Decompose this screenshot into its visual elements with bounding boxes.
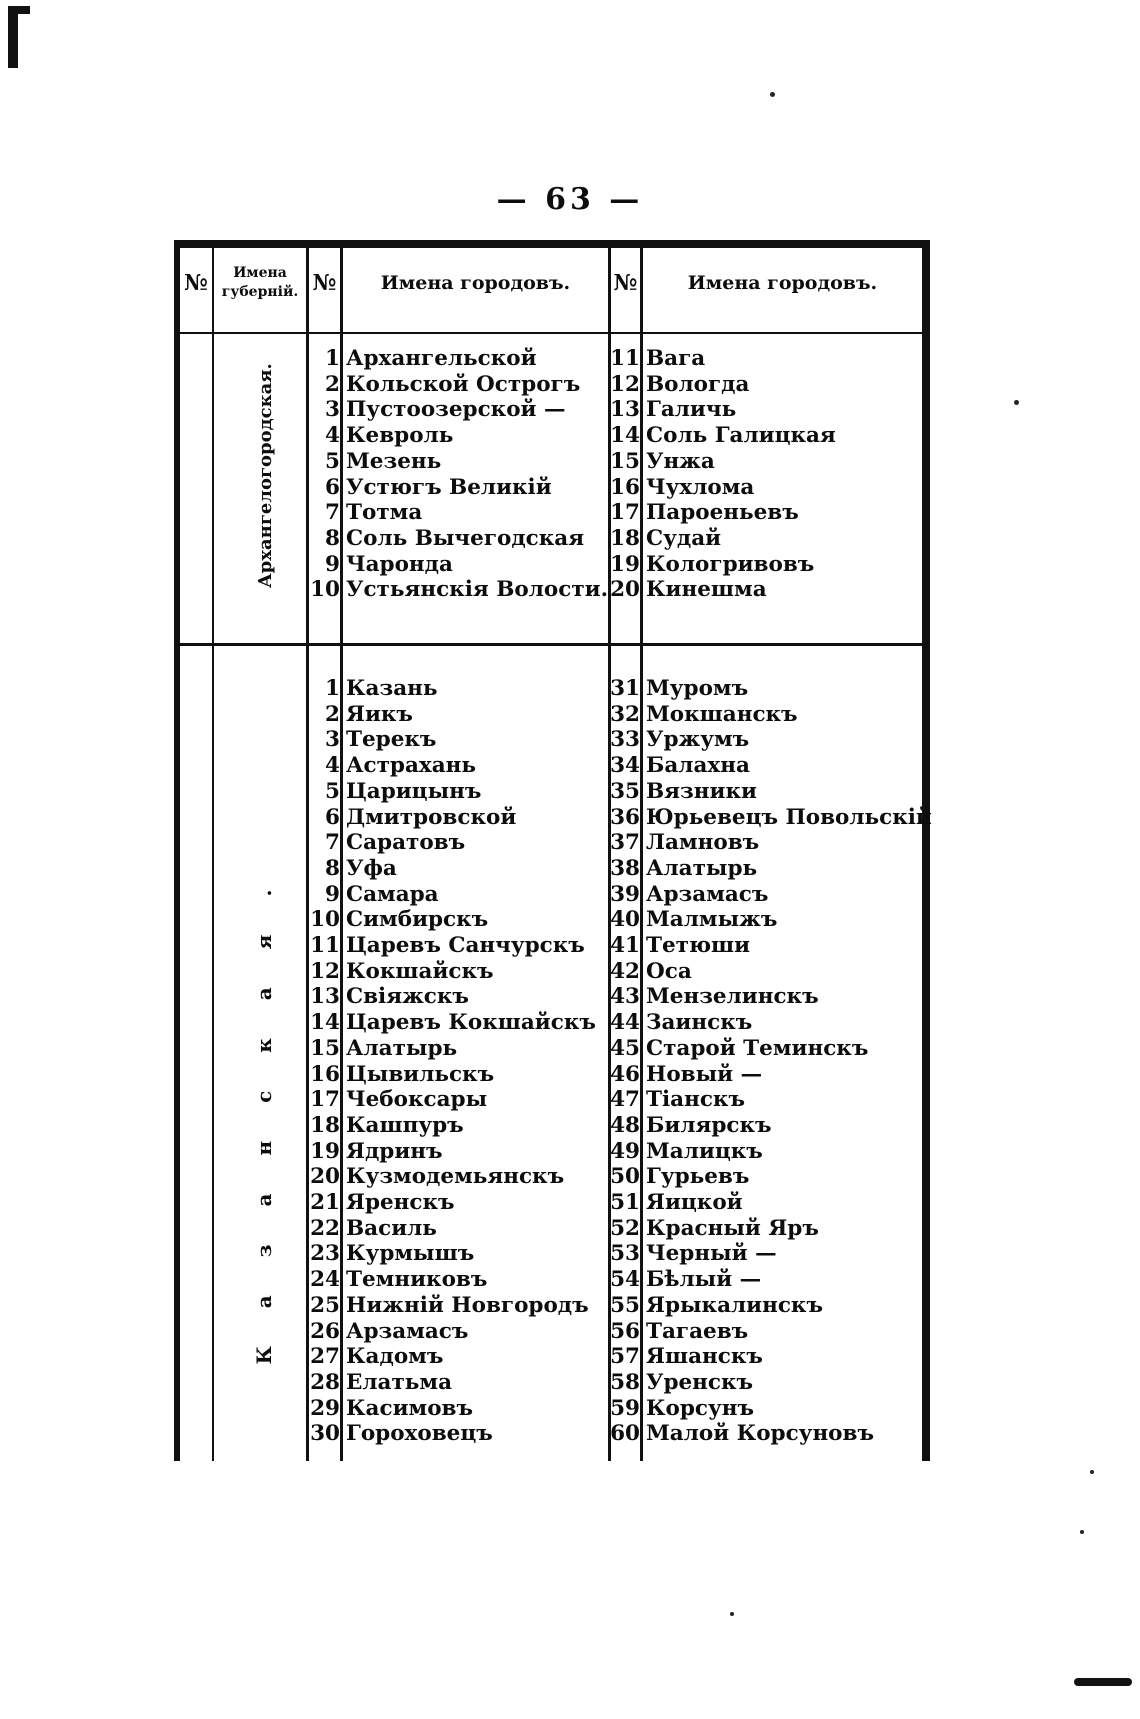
city-name: Соль Галицкая bbox=[646, 423, 836, 449]
city-number: 15 bbox=[610, 448, 640, 474]
header-rule bbox=[174, 332, 930, 334]
city-number: 2 bbox=[325, 701, 340, 727]
scan-speck bbox=[730, 1612, 734, 1616]
city-name: Чебоксары bbox=[346, 1087, 488, 1113]
city-name: Яренскъ bbox=[346, 1190, 455, 1215]
city-number: 24 bbox=[310, 1267, 340, 1293]
city-name: Курмышъ bbox=[346, 1241, 475, 1267]
city-number: 5 bbox=[325, 448, 340, 474]
city-name: Чухлома bbox=[646, 474, 755, 500]
city-name: Нижній Новгородъ bbox=[346, 1292, 589, 1318]
city-name: Устюгъ Великій bbox=[346, 474, 552, 500]
city-name: Царицынъ bbox=[346, 778, 482, 804]
city-number: 4 bbox=[325, 423, 340, 449]
city-number: 28 bbox=[310, 1369, 340, 1395]
city-name: Корсунъ bbox=[646, 1395, 755, 1421]
city-name: Арзамасъ bbox=[346, 1318, 469, 1344]
scan-speck bbox=[1080, 1530, 1084, 1534]
city-number: 39 bbox=[610, 881, 640, 907]
city-name: Кадомъ bbox=[346, 1344, 444, 1370]
city-name: Казань bbox=[346, 676, 438, 701]
city-name: Гороховецъ bbox=[346, 1421, 493, 1447]
city-name: Соль Вычегодская bbox=[346, 525, 585, 551]
city-name: Царевъ Санчурскъ bbox=[346, 933, 585, 958]
city-name: Ядринъ bbox=[346, 1138, 443, 1164]
city-number: 38 bbox=[610, 855, 640, 881]
city-number: 20 bbox=[310, 1164, 340, 1190]
city-name: Галичь bbox=[646, 397, 737, 423]
city-name: Яицкой bbox=[646, 1190, 743, 1215]
city-number: 26 bbox=[310, 1318, 340, 1344]
city-name: Пароеньевъ bbox=[646, 500, 799, 526]
column-header-gubernia: Имена губерній. bbox=[221, 265, 299, 300]
city-number: 53 bbox=[610, 1241, 640, 1267]
city-name: Касимовъ bbox=[346, 1395, 473, 1421]
city-number: 11 bbox=[310, 933, 340, 958]
city-number: 54 bbox=[610, 1267, 640, 1293]
city-name: Свіяжскъ bbox=[346, 984, 469, 1010]
city-number: 8 bbox=[325, 525, 340, 551]
city-name: Муромъ bbox=[646, 676, 749, 701]
city-number: 16 bbox=[610, 474, 640, 500]
city-name: Ярыкалинскъ bbox=[646, 1292, 823, 1318]
city-number: 57 bbox=[610, 1344, 640, 1370]
city-name: Терекъ bbox=[346, 727, 437, 753]
table-left-rule bbox=[174, 240, 180, 1461]
city-number: 45 bbox=[610, 1035, 640, 1061]
city-number: 21 bbox=[310, 1190, 340, 1215]
city-number: 31 bbox=[610, 676, 640, 701]
scan-mark bbox=[1074, 1678, 1132, 1686]
city-number: 1 bbox=[325, 676, 340, 701]
city-name: Цывильскъ bbox=[346, 1061, 495, 1087]
city-name: Саратовъ bbox=[346, 830, 466, 856]
city-number: 52 bbox=[610, 1215, 640, 1241]
city-number: 46 bbox=[610, 1061, 640, 1087]
city-name: Мокшанскъ bbox=[646, 701, 798, 727]
city-number: 47 bbox=[610, 1087, 640, 1113]
city-number: 22 bbox=[310, 1215, 340, 1241]
city-number: 51 bbox=[610, 1190, 640, 1215]
city-number: 25 bbox=[310, 1292, 340, 1318]
city-number: 27 bbox=[310, 1344, 340, 1370]
city-name: Тіанскъ bbox=[646, 1087, 745, 1113]
city-name: Кузмодемьянскъ bbox=[346, 1164, 565, 1190]
number-symbol: № bbox=[184, 270, 208, 296]
city-name: Уфа bbox=[346, 855, 397, 881]
city-number: 4 bbox=[325, 753, 340, 779]
city-number: 8 bbox=[325, 855, 340, 881]
city-name: Новый — bbox=[646, 1061, 763, 1087]
city-name: Архангельской bbox=[346, 346, 537, 371]
city-name: Арзамасъ bbox=[646, 881, 769, 907]
table-top-rule bbox=[174, 240, 930, 248]
city-name: Кокшайскъ bbox=[346, 958, 494, 984]
city-name: Бѣлый — bbox=[646, 1267, 762, 1293]
city-name: Унжа bbox=[646, 448, 715, 474]
city-name: Тетюши bbox=[646, 933, 751, 958]
city-name: Вязники bbox=[646, 778, 757, 804]
city-name: Кольской Острогъ bbox=[346, 371, 581, 397]
city-name: Ламновъ bbox=[646, 830, 760, 856]
city-number: 60 bbox=[610, 1421, 640, 1447]
city-number: 13 bbox=[610, 397, 640, 423]
city-number: 18 bbox=[610, 525, 640, 551]
city-number: 44 bbox=[610, 1010, 640, 1036]
city-number: 33 bbox=[610, 727, 640, 753]
city-name: Малой Корсуновъ bbox=[646, 1421, 874, 1447]
city-number: 12 bbox=[610, 371, 640, 397]
city-number: 48 bbox=[610, 1112, 640, 1138]
scan-mark bbox=[8, 6, 30, 14]
column-divider bbox=[212, 246, 214, 1461]
city-number: 3 bbox=[325, 397, 340, 423]
city-number: 19 bbox=[610, 551, 640, 577]
city-name: Симбирскъ bbox=[346, 907, 489, 933]
gubernia-label: Архангелогородская. bbox=[255, 363, 276, 588]
city-name: Устьянскія Волости. bbox=[346, 577, 609, 603]
city-name: Мезень bbox=[346, 448, 442, 474]
city-name: Кинешма bbox=[646, 577, 767, 603]
column-divider bbox=[340, 246, 343, 1461]
city-number: 35 bbox=[610, 778, 640, 804]
city-name: Яшанскъ bbox=[646, 1344, 763, 1370]
scan-mark bbox=[8, 6, 18, 68]
page-number: — 63 — bbox=[496, 182, 644, 217]
city-name: Заинскъ bbox=[646, 1010, 753, 1036]
city-name: Вага bbox=[646, 346, 706, 371]
city-number: 29 bbox=[310, 1395, 340, 1421]
city-number: 6 bbox=[325, 474, 340, 500]
city-name: Вологда bbox=[646, 371, 750, 397]
city-name: Красный Яръ bbox=[646, 1215, 819, 1241]
city-number: 42 bbox=[610, 958, 640, 984]
city-number: 56 bbox=[610, 1318, 640, 1344]
city-name: Тотма bbox=[346, 500, 423, 526]
section-rule bbox=[174, 643, 930, 646]
city-number: 17 bbox=[310, 1087, 340, 1113]
city-number: 1 bbox=[325, 346, 340, 371]
city-number: 12 bbox=[310, 958, 340, 984]
city-number: 17 bbox=[610, 500, 640, 526]
city-number: 14 bbox=[310, 1010, 340, 1036]
city-number: 2 bbox=[325, 371, 340, 397]
city-number: 32 bbox=[610, 701, 640, 727]
city-name: Юрьевецъ Повольскій bbox=[646, 804, 932, 830]
cities-table bbox=[174, 240, 930, 1461]
city-number: 59 bbox=[610, 1395, 640, 1421]
city-number: 37 bbox=[610, 830, 640, 856]
city-number: 6 bbox=[325, 804, 340, 830]
city-name: Тагаевъ bbox=[646, 1318, 749, 1344]
city-number: 11 bbox=[610, 346, 640, 371]
city-number: 19 bbox=[310, 1138, 340, 1164]
city-number: 50 bbox=[610, 1164, 640, 1190]
city-name: Чаронда bbox=[346, 551, 453, 577]
city-name: Малмыжъ bbox=[646, 907, 778, 933]
city-number: 43 bbox=[610, 984, 640, 1010]
city-number: 36 bbox=[610, 804, 640, 830]
city-name: Оса bbox=[646, 958, 692, 984]
city-number: 10 bbox=[310, 907, 340, 933]
column-header-cities: Имена городовъ. bbox=[687, 272, 878, 294]
city-name: Кашпуръ bbox=[346, 1112, 464, 1138]
city-name: Пустоозерской — bbox=[346, 397, 566, 423]
city-number: 23 bbox=[310, 1241, 340, 1267]
city-name: Алатырь bbox=[346, 1035, 458, 1061]
scan-speck bbox=[1014, 400, 1019, 405]
city-name: Уренскъ bbox=[646, 1369, 754, 1395]
city-name: Билярскъ bbox=[646, 1112, 772, 1138]
city-name: Царевъ Кокшайскъ bbox=[346, 1010, 596, 1036]
gubernia-label: Казанская. bbox=[252, 851, 276, 1365]
city-number: 3 bbox=[325, 727, 340, 753]
city-number: 5 bbox=[325, 778, 340, 804]
city-name: Самара bbox=[346, 881, 439, 907]
column-header-cities: Имена городовъ. bbox=[380, 272, 571, 294]
city-name: Кологривовъ bbox=[646, 551, 815, 577]
city-name: Елатьма bbox=[346, 1369, 452, 1395]
city-number: 13 bbox=[310, 984, 340, 1010]
column-divider bbox=[640, 246, 643, 1461]
city-name: Гурьевъ bbox=[646, 1164, 750, 1190]
city-number: 49 bbox=[610, 1138, 640, 1164]
city-number: 9 bbox=[325, 551, 340, 577]
scan-speck bbox=[1090, 1470, 1094, 1474]
city-name: Черный — bbox=[646, 1241, 777, 1267]
city-number: 41 bbox=[610, 933, 640, 958]
city-name: Старой Теминскъ bbox=[646, 1035, 869, 1061]
number-symbol: № bbox=[613, 270, 638, 296]
city-number: 30 bbox=[310, 1421, 340, 1447]
city-number: 58 bbox=[610, 1369, 640, 1395]
city-name: Алатырь bbox=[646, 855, 758, 881]
city-number: 55 bbox=[610, 1292, 640, 1318]
city-name: Астрахань bbox=[346, 753, 476, 779]
city-number: 20 bbox=[610, 577, 640, 603]
city-number: 7 bbox=[325, 830, 340, 856]
city-name: Кевроль bbox=[346, 423, 454, 449]
city-name: Малицкъ bbox=[646, 1138, 763, 1164]
city-name: Уржумъ bbox=[646, 727, 750, 753]
city-name: Мензелинскъ bbox=[646, 984, 819, 1010]
city-number: 16 bbox=[310, 1061, 340, 1087]
city-number: 7 bbox=[325, 500, 340, 526]
city-number: 10 bbox=[310, 577, 340, 603]
city-number: 34 bbox=[610, 753, 640, 779]
city-name: Дмитровской bbox=[346, 804, 517, 830]
city-number: 15 bbox=[310, 1035, 340, 1061]
city-name: Судай bbox=[646, 525, 722, 551]
city-name: Яикъ bbox=[346, 701, 413, 727]
city-name: Темниковъ bbox=[346, 1267, 488, 1293]
city-number: 40 bbox=[610, 907, 640, 933]
city-number: 18 bbox=[310, 1112, 340, 1138]
number-symbol: № bbox=[312, 270, 337, 296]
city-name: Балахна bbox=[646, 753, 750, 779]
city-number: 14 bbox=[610, 423, 640, 449]
city-name: Василь bbox=[346, 1215, 437, 1241]
table-right-rule bbox=[922, 240, 930, 1461]
scan-speck bbox=[770, 92, 775, 97]
city-number: 9 bbox=[325, 881, 340, 907]
